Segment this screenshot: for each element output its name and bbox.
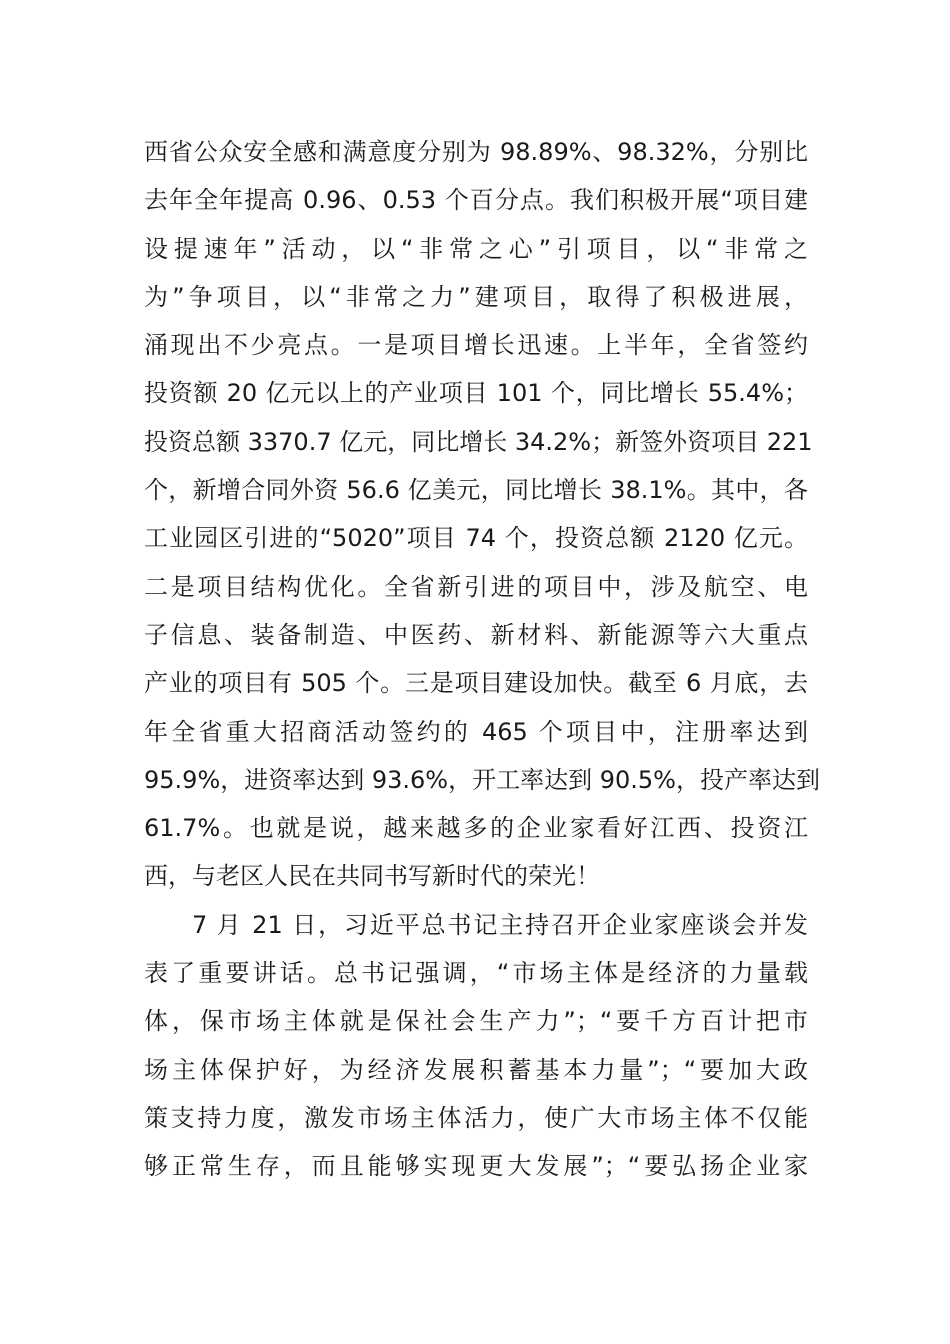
text-line: 涌现出不少亮点。一是项目增长迅速。上半年，全省签约 (144, 331, 808, 360)
text-line: 投资总额 3370.7 亿元，同比增长 34.2%；新签外资项目 221 (144, 427, 813, 456)
text-line: 子信息、装备制造、中医药、新材料、新能源等六大重点 (144, 620, 808, 649)
text-line: 产业的项目有 505 个。三是项目建设加快。截至 6 月底，去 (144, 669, 808, 698)
text-line: 西省公众安全感和满意度分别为 98.89%、98.32%，分别比 (144, 138, 808, 166)
text-line: 二是项目结构优化。全省新引进的项目中，涉及航空、电 (144, 572, 808, 601)
text-line: 场主体保护好，为经济发展积蓄基本力量”；“要加大政 (144, 1055, 808, 1084)
text-line: 投资额 20 亿元以上的产业项目 101 个，同比增长 55.4%； (144, 379, 808, 408)
text-line: 61.7%。也就是说，越来越多的企业家看好江西、投资江 (144, 814, 808, 843)
paragraph-end-line: 西，与老区人民在共同书写新时代的荣光！ (144, 862, 600, 891)
body-text (144, 128, 820, 1191)
paragraph-start-line: 7 月 21 日，习近平总书记主持召开企业家座谈会并发 (192, 910, 808, 939)
text-line: 95.9%，进资率达到 93.6%，开工率达到 90.5%，投产率达到 (144, 765, 820, 794)
text-line: 为”争项目，以“非常之力”建项目，取得了积极进展， (144, 282, 808, 311)
text-line: 工业园区引进的“5020”项目 74 个，投资总额 2120 亿元。 (144, 524, 808, 553)
text-line: 去年全年提高 0.96、0.53 个百分点。我们积极开展“项目建 (144, 186, 808, 215)
text-line: 够正常生存，而且能够实现更大发展”；“要弘扬企业家 (144, 1152, 808, 1181)
text-line: 策支持力度，激发市场主体活力，使广大市场主体不仅能 (144, 1103, 808, 1132)
text-line: 表了重要讲话。总书记强调，“市场主体是经济的力量载 (144, 959, 808, 988)
text-line: 个，新增合同外资 56.6 亿美元，同比增长 38.1%。其中，各 (144, 476, 808, 505)
text-line: 年全省重大招商活动签约的 465 个项目中，注册率达到 (144, 717, 808, 746)
text-line: 设提速年”活动，以“非常之心”引项目，以“非常之 (144, 234, 808, 263)
text-line: 体，保市场主体就是保社会生产力”；“要千方百计把市 (144, 1007, 808, 1036)
